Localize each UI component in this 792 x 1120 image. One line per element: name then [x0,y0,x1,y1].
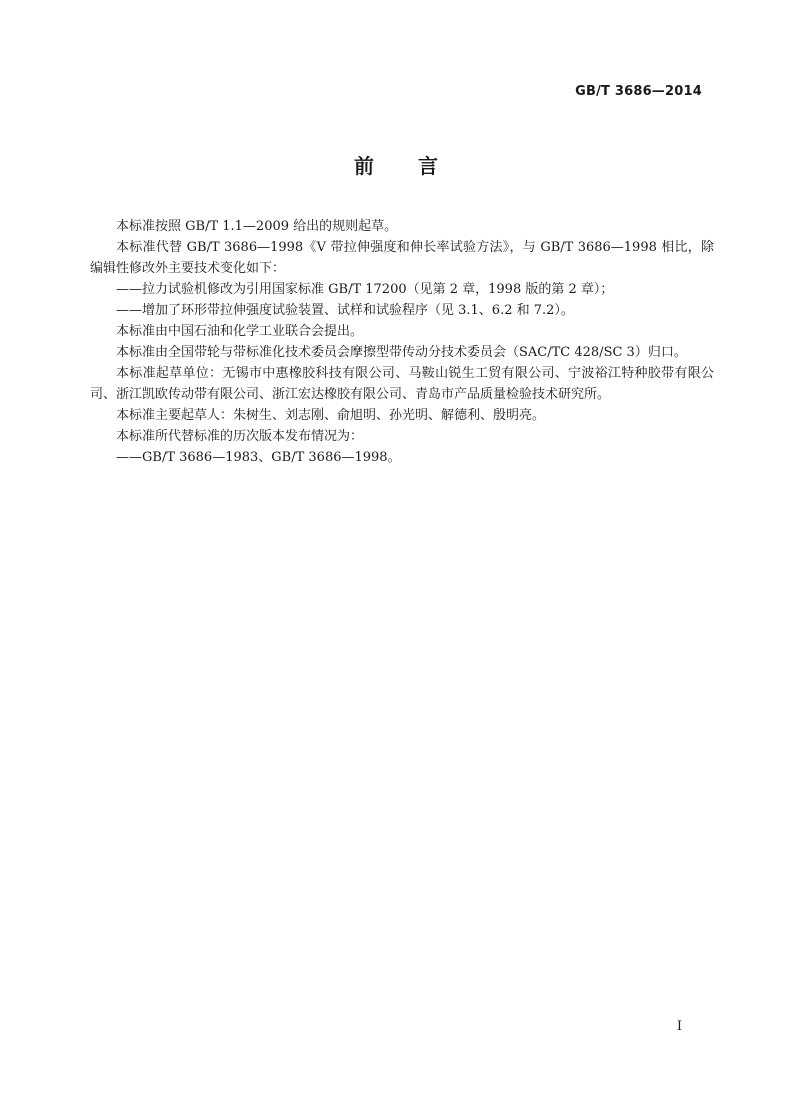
page-number: I [676,1019,682,1034]
paragraph-committee: 本标准由全国带轮与带标准化技术委员会摩擦型带传动分技术委员会（SAC/TC 428/SC 3）归口。 [116,345,687,360]
paragraph-change-2: ——增加了环形带拉伸强度试验装置、试样和试验程序（见 3.1、6.2 和 7.2）。 [116,303,574,318]
section-title: 前言 [354,154,482,178]
paragraph-drafters: 本标准主要起草人：朱树生、刘志刚、俞旭明、孙光明、解德利、殷明亮。 [116,408,546,423]
standard-code: GB/T 3686—2014 [575,84,702,99]
paragraph-replacement: 本标准代替 GB/T 3686—1998《V 带拉伸强度和伸长率试验方法》，与 GB/T 3686—1998 相比，除编辑性修改外主要技术变化如下： [90,240,714,276]
paragraph-drafting-units: 本标准起草单位：无锡市中惠橡胶科技有限公司、马鞍山锐生工贸有限公司、宁波裕江特种胶带有限公司、浙江凯欧传动带有限公司、浙江宏达橡胶有限公司、青岛市产品质量检验技术研究所。 [90,366,714,402]
paragraph-history-intro: 本标准所代替标准的历次版本发布情况为： [116,429,364,444]
paragraph-history-versions: ——GB/T 3686—1983、GB/T 3686—1998。 [116,450,401,465]
paragraph-drafting-rules: 本标准按照 GB/T 1.1—2009 给出的规则起草。 [116,219,398,234]
paragraph-change-1: ——拉力试验机修改为引用国家标准 GB/T 17200（见第 2 章，1998 版的第 2 章）； [116,282,614,297]
body-text [90,216,714,468]
paragraph-proposer: 本标准由中国石油和化学工业联合会提出。 [116,324,364,339]
